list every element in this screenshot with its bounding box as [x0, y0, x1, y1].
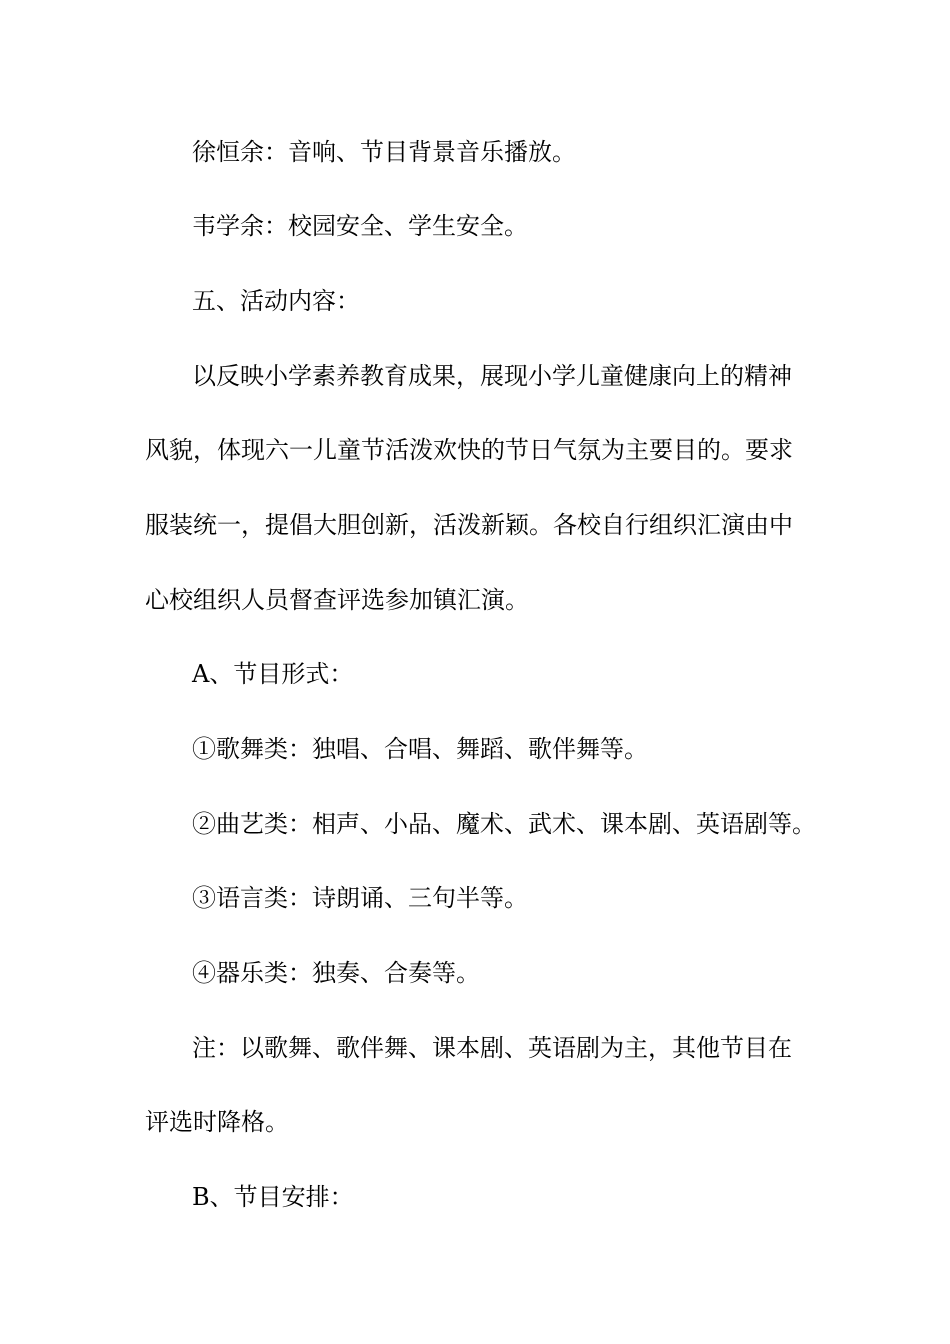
- list-item: ①歌舞类：独唱、合唱、舞蹈、歌伴舞等。: [192, 735, 648, 763]
- paragraph-line: 风貌，体现六一儿童节活泼欢快的节日气氛为主要目的。要求: [145, 436, 793, 464]
- paragraph-line: 服装统一，提倡大胆创新，活泼新颖。各校自行组织汇演由中: [145, 511, 793, 539]
- list-item: ②曲艺类：相声、小品、魔术、武术、课本剧、英语剧等。: [192, 810, 816, 838]
- list-item: ③语言类：诗朗诵、三句半等。: [192, 884, 528, 912]
- paragraph-line: 以反映小学素养教育成果，展现小学儿童健康向上的精神: [192, 362, 792, 390]
- section-heading-activity-content: 五、活动内容：: [192, 287, 360, 315]
- subheading-program-form: A、节目形式：: [192, 660, 354, 688]
- note-line: 评选时降格。: [145, 1108, 289, 1136]
- subheading-program-arrangement: B、节目安排：: [192, 1183, 354, 1211]
- staff-duty-safety: 韦学余：校园安全、学生安全。: [192, 212, 528, 240]
- staff-duty-sound: 徐恒余：音响、节目背景音乐播放。: [192, 138, 576, 166]
- note-line: 注：以歌舞、歌伴舞、课本剧、英语剧为主，其他节目在: [192, 1034, 792, 1062]
- list-item: ④器乐类：独奏、合奏等。: [192, 959, 480, 987]
- paragraph-line: 心校组织人员督查评选参加镇汇演。: [145, 586, 529, 614]
